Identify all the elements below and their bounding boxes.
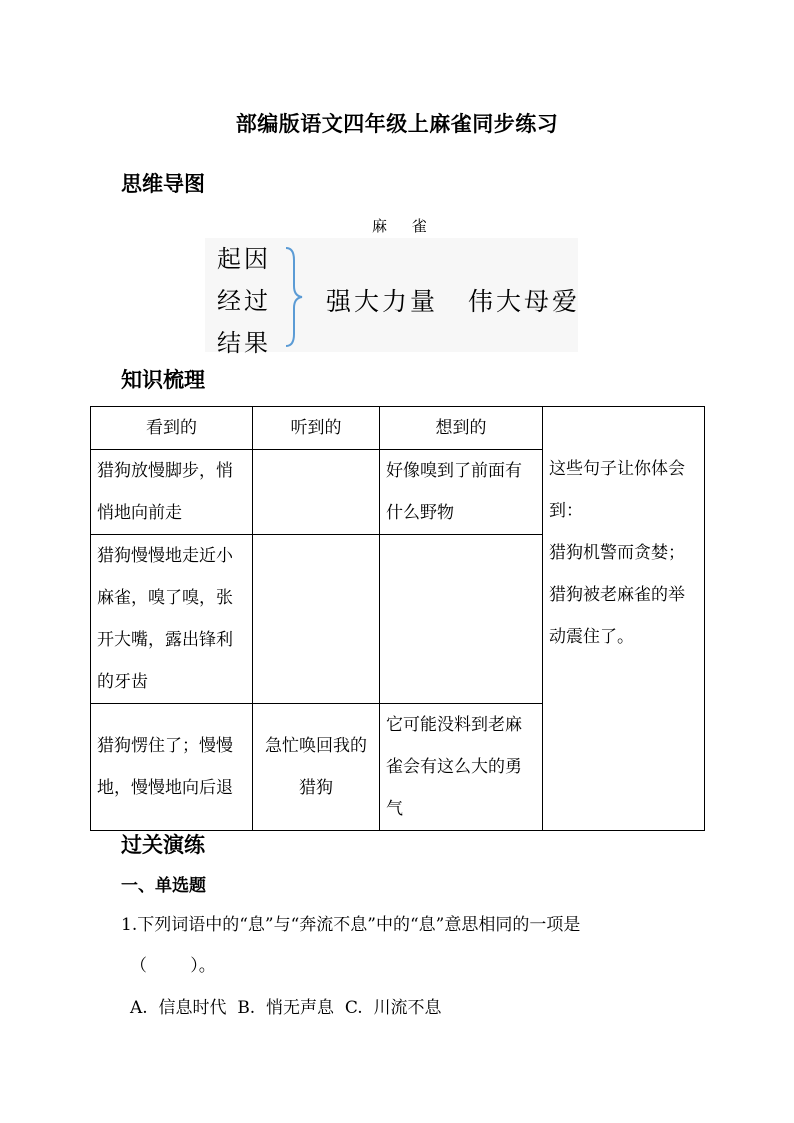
table-header: 看到的 xyxy=(91,407,253,450)
question-section-title: 一、单选题 xyxy=(121,876,206,896)
table-cell-thought xyxy=(380,535,543,704)
table-cell-seen: 猎狗放慢脚步，悄悄地向前走 xyxy=(91,450,253,535)
table-cell-seen: 猎狗愣住了；慢慢地，慢慢地向后退 xyxy=(91,704,253,831)
table-cell-thought: 它可能没料到老麻雀会有这么大的勇气 xyxy=(380,704,543,831)
table-side-summary xyxy=(543,407,705,831)
mind-map-theme: 强大力量 xyxy=(326,287,439,316)
mind-map-theme: 伟大母爱 xyxy=(468,287,581,316)
mind-map-themes xyxy=(326,282,580,318)
table-cell-heard xyxy=(253,535,380,704)
table-cell-thought: 好像嗅到了前面有什么野物 xyxy=(380,450,543,535)
brace-icon xyxy=(284,246,306,348)
summary-point: 猎狗机警而贪婪； xyxy=(549,543,685,563)
option-c[interactable]: C. 川流不息 xyxy=(344,998,442,1018)
question-stem: 1.下列词语中的“息”与“奔流不息”中的“息”意思相同的一项是 xyxy=(121,915,581,935)
table-header: 想到的 xyxy=(380,407,543,450)
mind-map-stage: 起因 xyxy=(217,245,271,273)
page-title: 部编版语文四年级上麻雀同步练习 xyxy=(235,112,559,136)
table-cell-heard xyxy=(253,450,380,535)
mind-map-stage: 经过 xyxy=(217,287,271,315)
option-b[interactable]: B. 悄无声息 xyxy=(237,998,335,1018)
knowledge-table xyxy=(90,406,705,831)
summary-point: 猎狗被老麻雀的举动震住了。 xyxy=(549,585,685,647)
section-heading-practice: 过关演练 xyxy=(121,833,205,857)
option-a[interactable]: A. 信息时代 xyxy=(130,998,227,1018)
mind-map-title: 麻 雀 xyxy=(372,217,437,235)
question-options xyxy=(130,993,441,1018)
table-cell-seen: 猎狗慢慢地走近小麻雀，嗅了嗅，张开大嘴，露出锋利的牙齿 xyxy=(91,535,253,704)
table-header: 听到的 xyxy=(253,407,380,450)
table-cell-heard: 急忙唤回我的猎狗 xyxy=(253,704,380,831)
section-heading-knowledge: 知识梳理 xyxy=(121,368,205,392)
mind-map-stage: 结果 xyxy=(217,329,271,357)
section-heading-mind-map: 思维导图 xyxy=(121,172,205,196)
answer-blank[interactable]: （ ）。 xyxy=(130,956,216,976)
summary-intro: 这些句子让你体会到： xyxy=(549,459,685,521)
